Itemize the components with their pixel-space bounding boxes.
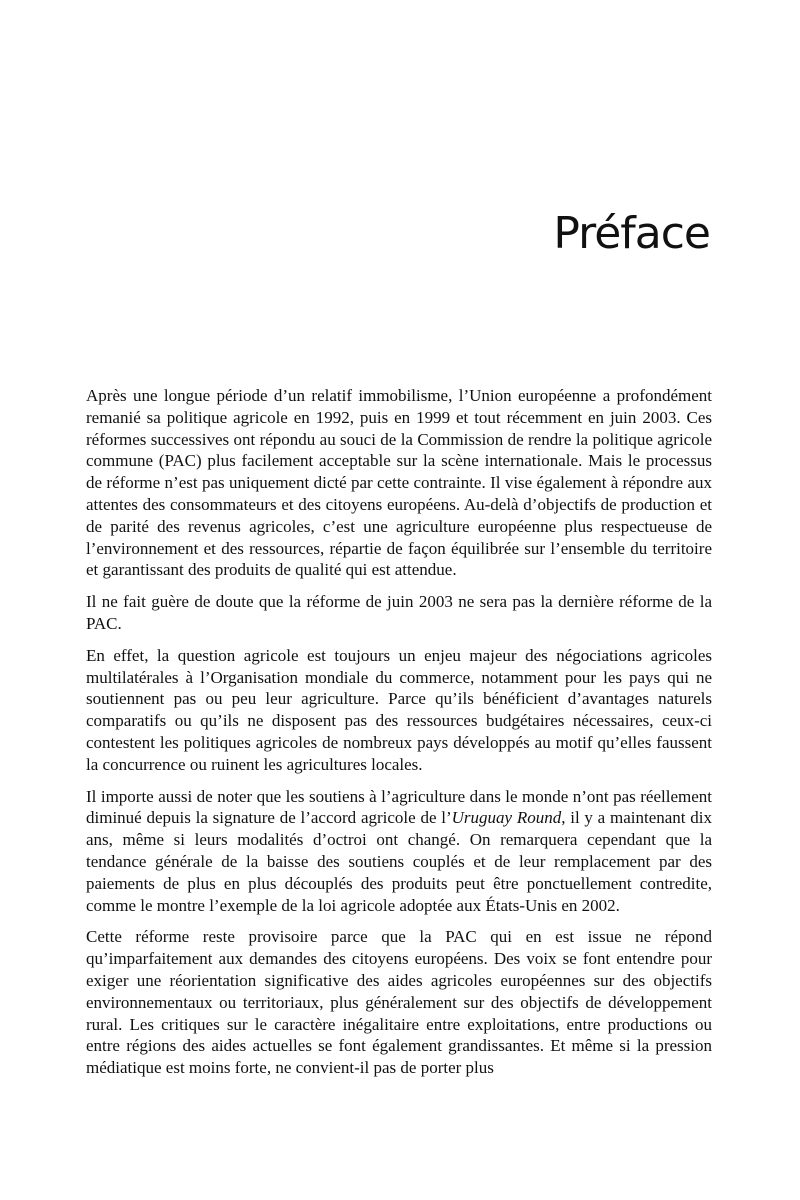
paragraph-2-text: Il ne fait guère de doute que la réforme de juin 2003 ne sera pas la dernière réforme de la PAC. <box>86 592 712 633</box>
paragraph-3 <box>86 645 712 776</box>
paragraph-2 <box>86 591 712 635</box>
paragraph-3-text: En effet, la question agricole est toujours un enjeu majeur des négociations agricoles multilatérales à l’Organisation mondiale du commerce, notamment pour les pays qui ne soutiennent pas ou peu leur agriculture. Parce qu’ils bénéficient d’avantages naturels comparatifs ou qu’ils ne disposent pas des ressources budgétaires nécessaires, ceux-ci contestent les politiques agricoles de nombreux pays développés au motif qu’elles faussent la concurrence ou ruinent les agricultures locales. <box>86 645 712 774</box>
page-title: Préface <box>553 208 710 259</box>
paragraph-1 <box>86 385 712 581</box>
uruguay-round-italic: Uruguay Round <box>451 808 562 828</box>
paragraph-5 <box>86 926 712 1079</box>
paragraph-5-text: Cette réforme reste provisoire parce que la PAC qui en est issue ne répond qu’imparfaitement aux demandes des citoyens européens. Des voix se font entendre pour exiger une réorientation significative des aides agricoles européennes sur des objectifs environnementaux ou territoriaux, plus généralement sur des objectifs de développement rural. Les critiques sur le caractère inégalitaire entre exploitations, entre productions ou entre régions des aides actuelles se font également grandissantes. Et même si la pression médiatique est moins forte, ne convient-il pas de porter plus <box>86 927 712 1078</box>
paragraph-4 <box>86 786 712 917</box>
paragraph-1-text: Après une longue période d’un relatif immobilisme, l’Union européenne a profondément remanié sa politique agricole en 1992, puis en 1999 et tout récemment en juin 2003. Ces réformes successives ont répondu au souci de la Commission de rendre la politique agricole commune (PAC) plus facilement acceptable sur la scène internationale. Mais le processus de réforme n’est pas uniquement dicté par cette contrainte. Il vise également à répondre aux attentes des consommateurs et des citoyens européens. Au-delà d’objectifs de production et de parité des revenus agricoles, c’est une agriculture européenne plus respectueuse de l’environnement et des ressources, répartie de façon équilibrée sur l’ensemble du territoire et garantissant des produits de qualité qui est attendue. <box>86 386 712 580</box>
paragraph-4-text-end: , il y a maintenant dix ans, même si leurs modalités d’octroi ont changé. On remarquera cependant que la tendance générale de la baisse des soutiens couplés et de leur remplacement par des paiements de plus en plus découplés des produits peut être ponctuellement contredite, comme le montre l’exemple de la loi agricole adoptée aux États-Unis en 2002. <box>86 808 712 915</box>
body-text <box>86 385 712 1089</box>
paragraph-4-text-start: Il importe aussi de noter que les soutiens à l’agriculture dans le monde n’ont pas réellement diminué depuis la signature de l’accord agricole de l’ <box>86 786 712 828</box>
